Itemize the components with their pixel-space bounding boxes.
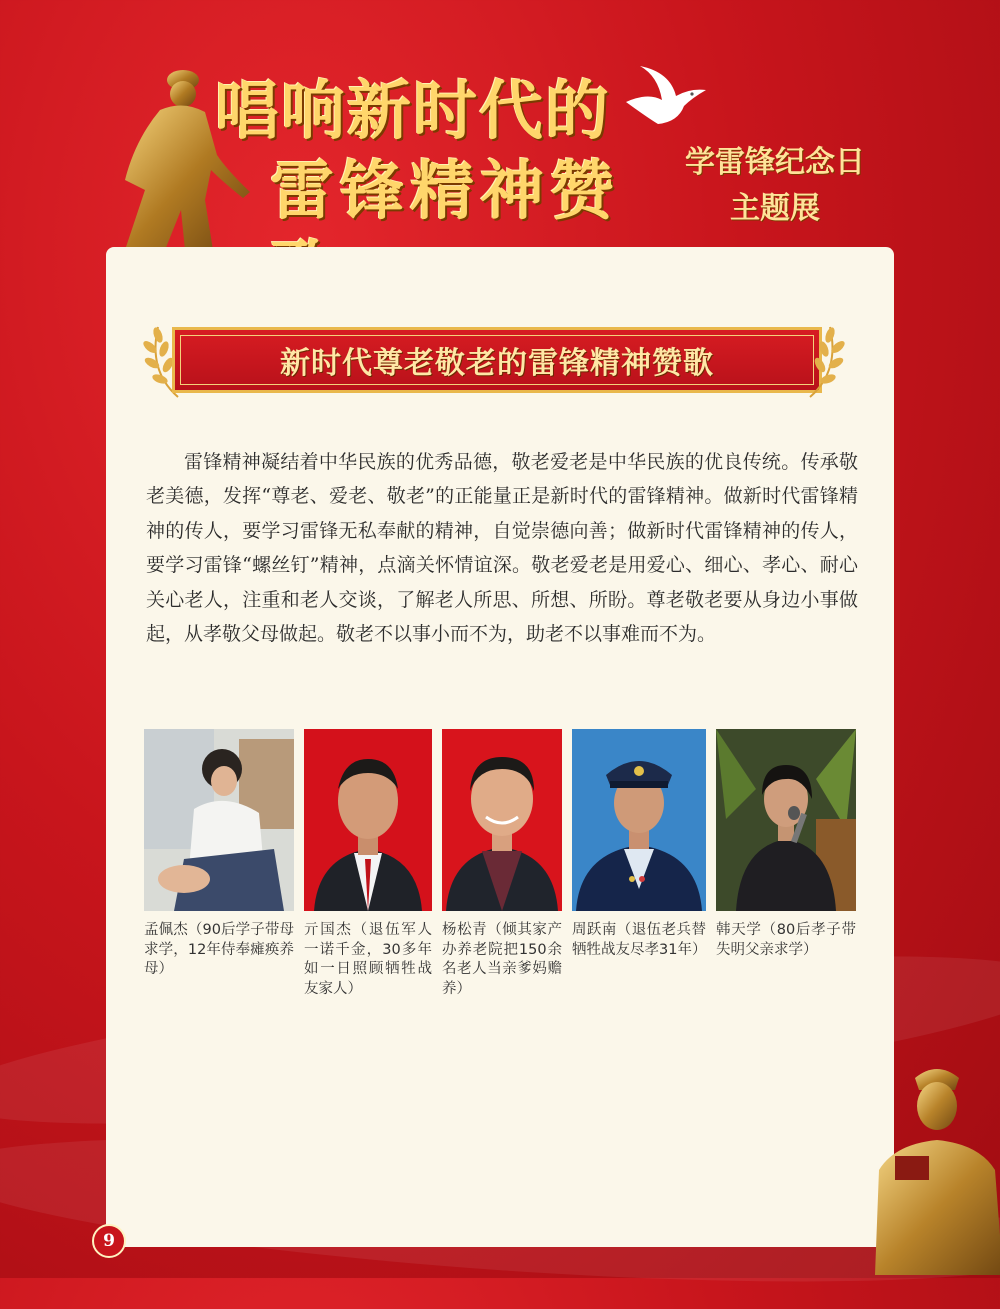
subtitle-line1: 学雷锋纪念日 xyxy=(685,145,865,180)
person-caption: 韩天学（80后孝子带失明父亲求学） xyxy=(716,922,856,958)
person-photo xyxy=(144,729,294,911)
section-banner-title: 新时代尊老敬老的雷锋精神赞歌 xyxy=(280,346,714,381)
person-card xyxy=(144,729,294,980)
person-photo xyxy=(716,729,856,911)
person-photo xyxy=(304,729,432,911)
content-panel xyxy=(106,247,894,1247)
person-caption: 周跃南（退伍老兵替牺牲战友尽孝31年） xyxy=(572,922,707,958)
people-photo-row xyxy=(144,729,856,1049)
dove-icon xyxy=(618,62,710,132)
person-card xyxy=(572,729,706,960)
wheat-ornament-icon xyxy=(798,321,860,401)
exhibition-subtitle xyxy=(660,140,890,232)
section-banner xyxy=(172,327,822,393)
statue-bust-image xyxy=(855,1060,1000,1275)
person-card xyxy=(304,729,432,999)
subtitle-line2: 主题展 xyxy=(730,191,820,226)
section-paragraph: 雷锋精神凝结着中华民族的优秀品德，敬老爱老是中华民族的优良传统。传承敬老美德，发挥“尊老、爱老、敬老”的正能量正是新时代的雷锋精神。做新时代雷锋精神的传人，要学习雷锋无私奉献的精神，自觉崇德向善；做新时代雷锋精神的传人，要学习雷锋“螺丝钉”精神，点滴关怀情谊深。敬老爱老是用爱心、细心、孝心、耐心关心老人，注重和老人交谈，了解老人所思、所想、所盼。尊老敬老要从身边小事做起，从孝敬父母做起。敬老不以事小而不为，助老不以事难而不为。 xyxy=(146,451,858,646)
person-photo xyxy=(572,729,706,911)
page-number: 9 xyxy=(92,1224,126,1258)
main-title-line2: 雷锋精神赞 xyxy=(270,154,620,229)
person-caption: 亓国杰（退伍军人一诺千金，30多年如一日照顾牺牲战友家人） xyxy=(304,922,432,997)
main-title-line1: 唱响新时代的 xyxy=(215,74,611,149)
person-photo xyxy=(442,729,562,911)
person-caption: 孟佩杰（90后学子带母求学，12年侍奉瘫痪养母） xyxy=(144,922,294,977)
person-card xyxy=(716,729,856,960)
person-caption: 杨松青（倾其家产办养老院把150余名老人当亲爹妈赡养） xyxy=(442,922,562,997)
person-card xyxy=(442,729,562,999)
